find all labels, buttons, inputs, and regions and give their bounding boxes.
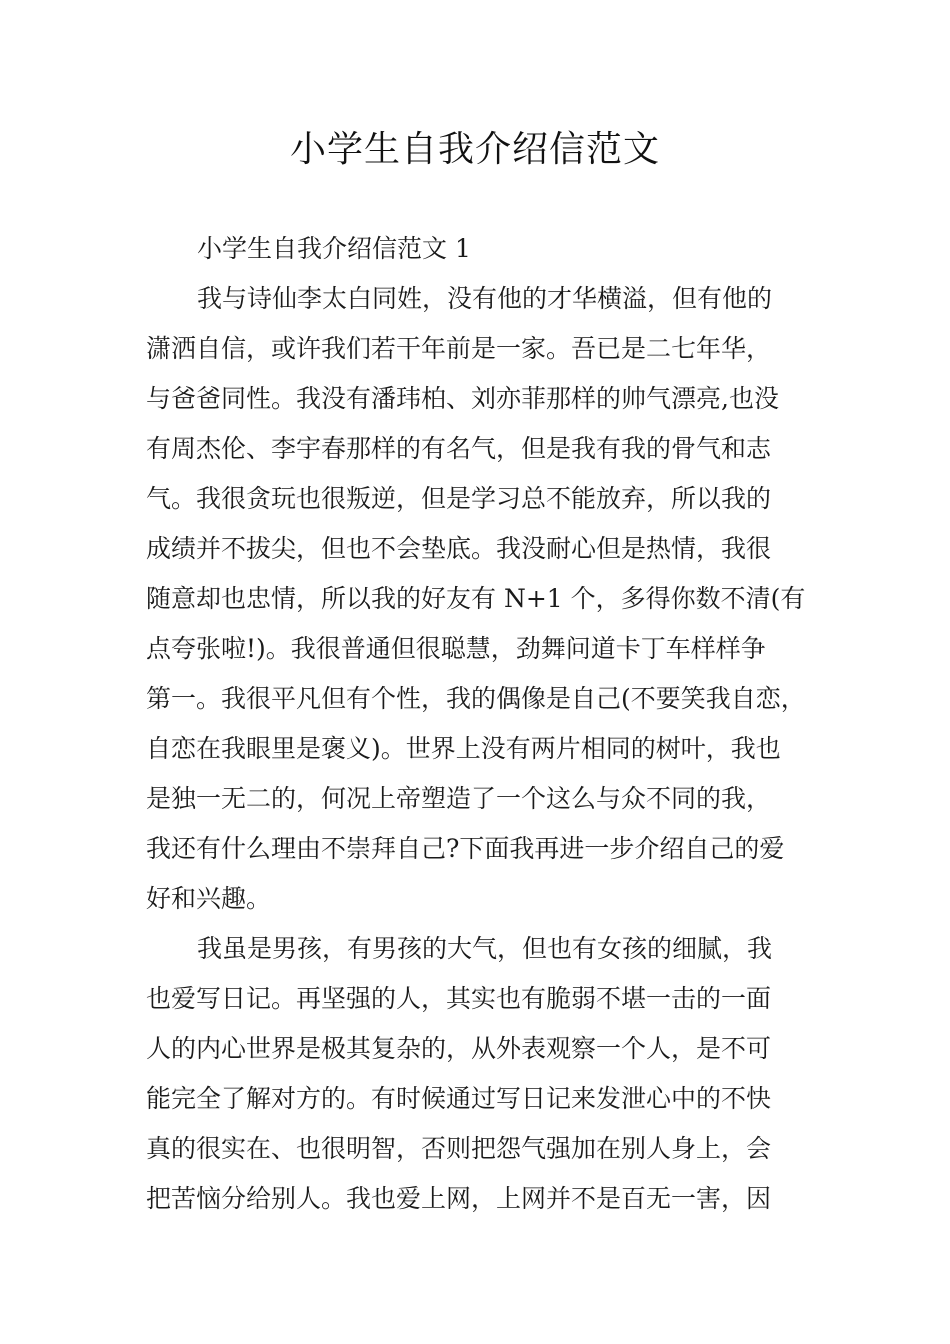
paragraph-line: 潇洒自信，或许我们若干年前是一家。吾已是二七年华， <box>146 334 772 363</box>
paragraph-line: 好和兴趣。 <box>146 884 272 913</box>
paragraph-line: 我虽是男孩，有男孩的大气，但也有女孩的细腻，我 <box>197 934 773 963</box>
paragraph-line: 真的很实在、也很明智，否则把怨气强加在别人身上，会 <box>146 1134 772 1163</box>
paragraph-line: 有周杰伦、李宇春那样的有名气，但是我有我的骨气和志 <box>146 434 772 463</box>
paragraph-line: 第一。我很平凡但有个性，我的偶像是自己(不要笑我自恋， <box>146 684 806 713</box>
paragraph-line: 也爱写日记。再坚强的人，其实也有脆弱不堪一击的一面 <box>146 984 772 1013</box>
paragraph-line: 是独一无二的，何况上帝塑造了一个这么与众不同的我， <box>146 784 772 813</box>
paragraph-line: 自恋在我眼里是褒义)。世界上没有两片相同的树叶，我也 <box>146 734 781 763</box>
paragraph-line: 随意却也忠情，所以我的好友有 N+1 个，多得你数不清(有 <box>146 584 806 613</box>
paragraph-line: 我与诗仙李太白同姓，没有他的才华横溢，但有他的 <box>197 284 773 313</box>
paragraph-line: 能完全了解对方的。有时候通过写日记来发泄心中的不快 <box>146 1084 772 1113</box>
paragraph-line: 成绩并不拔尖，但也不会垫底。我没耐心但是热情，我很 <box>146 534 772 563</box>
paragraph-line: 人的内心世界是极其复杂的，从外表观察一个人，是不可 <box>146 1034 772 1063</box>
paragraph-line: 点夸张啦!)。我很普通但很聪慧，劲舞问道卡丁车样样争 <box>146 634 766 663</box>
document-body <box>146 224 806 1224</box>
paragraph-line: 把苦恼分给别人。我也爱上网，上网并不是百无一害，因 <box>146 1184 772 1213</box>
paragraph-line: 我还有什么理由不崇拜自己?下面我再进一步介绍自己的爱 <box>146 834 785 863</box>
document-title: 小学生自我介绍信范文 <box>289 129 660 170</box>
paragraph-line: 与爸爸同性。我没有潘玮柏、刘亦菲那样的帅气漂亮,也没 <box>146 384 779 413</box>
paragraph-line: 气。我很贪玩也很叛逆，但是学习总不能放弃，所以我的 <box>146 484 772 513</box>
section-heading: 小学生自我介绍信范文 1 <box>197 234 471 263</box>
